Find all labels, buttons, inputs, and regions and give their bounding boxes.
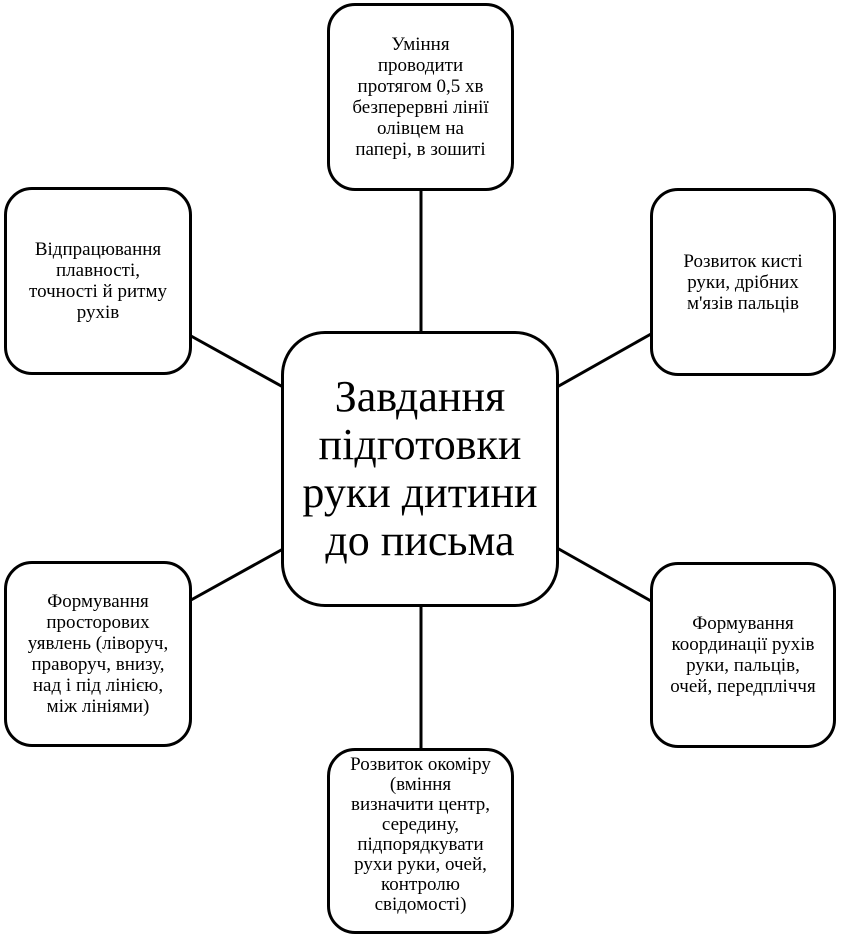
node-bottom-right [650, 562, 836, 748]
connector-top-right [557, 334, 651, 387]
node-bottom-left-label: Формування просторових уявлень (ліворуч, праворуч, внизу, над і під лінією, між лініями) [27, 591, 169, 717]
node-top-left-label: Відпрацювання плавності, точності й ритму рухів [29, 239, 167, 323]
center-node [281, 331, 559, 607]
node-top [327, 3, 514, 191]
connector-bottom-right [557, 548, 651, 601]
connector-top-left [191, 336, 283, 387]
node-bottom [327, 748, 514, 934]
node-top-right [650, 188, 836, 376]
node-bottom-left [4, 561, 192, 747]
node-top-label: Уміння проводити протягом 0,5 хв безперервні лінії олівцем на папері, в зошиті [352, 34, 489, 160]
center-node-label: Завдання підготовки руки дитини до письма [302, 372, 538, 565]
connector-bottom-left [191, 549, 283, 600]
node-top-right-label: Розвиток кисті руки, дрібних м'язів пальців [683, 250, 803, 314]
node-bottom-label: Розвиток окоміру (вміння визначити центр, середину, підпорядкувати рухи руки, очей, контролю свідомості) [350, 754, 491, 915]
node-bottom-right-label: Формування координації рухів руки, пальців, очей, передпліччя [670, 613, 816, 697]
node-top-left [4, 187, 192, 375]
